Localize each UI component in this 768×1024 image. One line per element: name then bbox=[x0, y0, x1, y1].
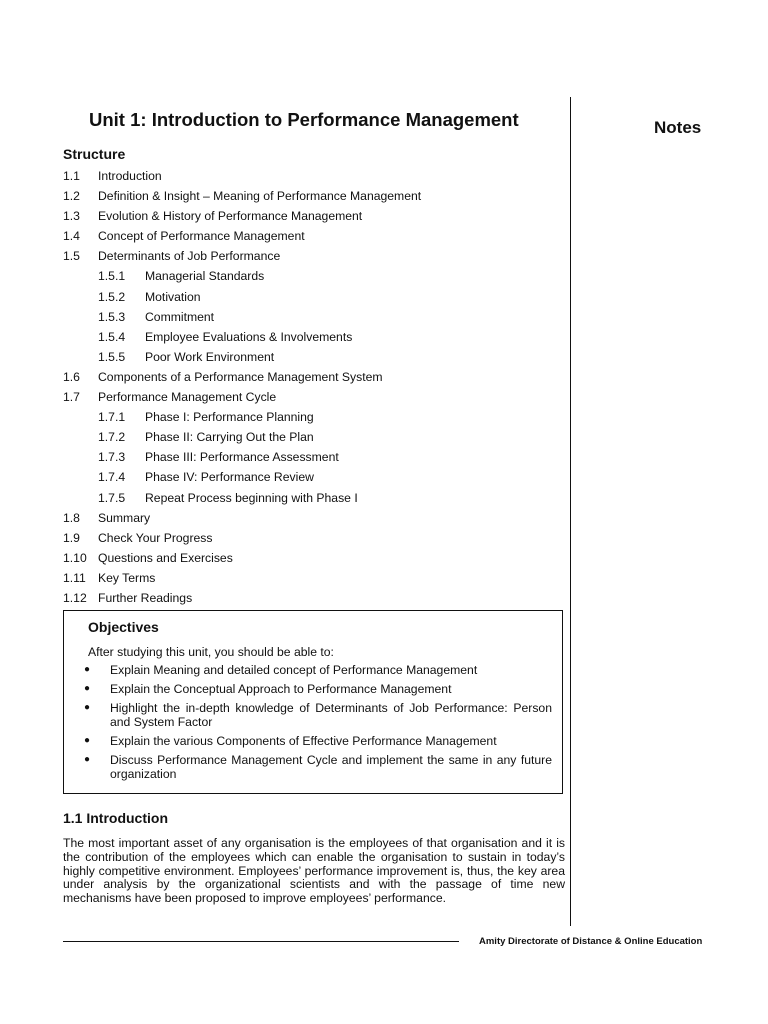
toc-item-label: Components of a Performance Management System bbox=[98, 369, 383, 384]
toc-item-number: 1.7.4 bbox=[98, 470, 126, 485]
toc-item bbox=[63, 407, 563, 427]
objectives-intro: After studying this unit, you should be able to: bbox=[88, 645, 334, 659]
toc-item-label: Summary bbox=[98, 510, 151, 525]
toc-item-number: 1.7.1 bbox=[98, 410, 126, 425]
toc-item bbox=[63, 387, 563, 407]
toc-item-label: Phase III: Performance Assessment bbox=[145, 450, 339, 465]
notes-label: Notes bbox=[654, 118, 702, 137]
objective-text: Highlight the in-depth knowledge of Determinants of Job Performance: Person and System Factor bbox=[110, 701, 552, 729]
toc-item bbox=[63, 588, 563, 608]
objectives-box bbox=[63, 610, 563, 794]
margin-divider bbox=[570, 97, 571, 926]
toc-item-number: 1.12 bbox=[63, 590, 87, 605]
toc-item-number: 1.5.1 bbox=[98, 269, 126, 284]
toc-item bbox=[63, 427, 563, 447]
toc-item-label: Questions and Exercises bbox=[98, 550, 233, 565]
toc-item-number: 1.1 bbox=[63, 169, 80, 183]
footer-text: Amity Directorate of Distance & Online Education bbox=[479, 936, 703, 947]
toc-item bbox=[63, 186, 563, 206]
toc-item bbox=[63, 548, 563, 568]
structure-heading: Structure bbox=[63, 146, 126, 162]
toc-item-label: Poor Work Environment bbox=[145, 349, 275, 364]
footer-rule bbox=[63, 941, 459, 942]
objective-item bbox=[82, 701, 552, 729]
toc-item-label: Evolution & History of Performance Management bbox=[98, 209, 363, 224]
toc-item-number: 1.5 bbox=[63, 249, 80, 264]
bullet-icon: ● bbox=[84, 754, 91, 765]
toc-item-number: 1.9 bbox=[63, 530, 80, 545]
toc-item-number: 1.8 bbox=[63, 510, 80, 525]
objectives-heading: Objectives bbox=[88, 619, 159, 635]
introduction-paragraph: The most important asset of any organisation is the employees of that organisation and it is the contribution of the employees which can enable the organisation to sustain in today’s highly competitive environment. Employees’ performance improvement is, thus, the key area under analysis by the organizational scientists and with the passage of time new mechanisms have been proposed to improve employees’ performance. bbox=[63, 836, 565, 906]
toc-item-label: Key Terms bbox=[98, 570, 156, 585]
toc-item-number: 1.11 bbox=[63, 570, 86, 585]
toc-item-label: Commitment bbox=[145, 309, 215, 324]
toc-item-label: Further Readings bbox=[98, 590, 193, 605]
bullet-icon: ● bbox=[84, 683, 91, 694]
toc-item-label: Motivation bbox=[145, 289, 201, 304]
toc-item-number: 1.5.3 bbox=[98, 309, 126, 324]
toc-item-label: Phase II: Carrying Out the Plan bbox=[145, 430, 314, 445]
objective-text: Explain the Conceptual Approach to Performance Management bbox=[110, 682, 452, 696]
bullet-icon: ● bbox=[84, 702, 91, 713]
objective-item bbox=[82, 682, 552, 696]
bullet-icon: ● bbox=[84, 735, 91, 746]
objectives-list bbox=[82, 663, 552, 786]
toc-item-number: 1.7 bbox=[63, 390, 80, 405]
toc-item-label: Performance Management Cycle bbox=[98, 390, 277, 405]
toc-item-number: 1.7.5 bbox=[98, 490, 126, 505]
table-of-contents bbox=[63, 166, 563, 608]
toc-item bbox=[63, 327, 563, 347]
toc-item-number: 1.6 bbox=[63, 369, 80, 384]
toc-item-number: 1.7.3 bbox=[98, 450, 126, 465]
toc-item-number: 1.3 bbox=[63, 209, 80, 224]
objective-text: Discuss Performance Management Cycle and implement the same in any future organization bbox=[110, 753, 552, 781]
toc-item-number: 1.4 bbox=[63, 229, 80, 244]
toc-item bbox=[63, 447, 563, 467]
toc-item-label: Employee Evaluations & Involvements bbox=[145, 329, 353, 344]
unit-title: Unit 1: Introduction to Performance Management bbox=[89, 109, 519, 130]
objective-text: Explain Meaning and detailed concept of Performance Management bbox=[110, 663, 478, 677]
toc-item bbox=[63, 488, 563, 508]
toc-item bbox=[63, 508, 563, 528]
bullet-icon: ● bbox=[84, 664, 91, 675]
toc-item-number: 1.2 bbox=[63, 189, 80, 204]
objective-item bbox=[82, 753, 552, 781]
toc-item-label: Concept of Performance Management bbox=[98, 229, 305, 244]
toc-item-label: Definition & Insight – Meaning of Performance Management bbox=[98, 189, 422, 204]
toc-item bbox=[63, 347, 563, 367]
toc-item-number: 1.10 bbox=[63, 550, 87, 565]
toc-item bbox=[63, 528, 563, 548]
toc-item-label: Repeat Process beginning with Phase I bbox=[145, 490, 358, 505]
toc-item bbox=[63, 367, 563, 387]
toc-item-number: 1.5.4 bbox=[98, 329, 126, 344]
toc-item-label: Introduction bbox=[98, 169, 162, 183]
toc-item-label: Managerial Standards bbox=[145, 269, 265, 284]
toc-item bbox=[63, 307, 563, 327]
toc-item-number: 1.5.5 bbox=[98, 349, 126, 364]
toc-item bbox=[63, 226, 563, 246]
introduction-heading: 1.1 Introduction bbox=[63, 810, 168, 826]
objective-item bbox=[82, 734, 552, 748]
toc-item bbox=[63, 568, 563, 588]
toc-item-label: Check Your Progress bbox=[98, 530, 213, 545]
toc-item-number: 1.7.2 bbox=[98, 430, 126, 445]
objective-text: Explain the various Components of Effective Performance Management bbox=[110, 734, 497, 748]
toc-item-label: Phase IV: Performance Review bbox=[145, 470, 314, 485]
toc-item bbox=[63, 246, 563, 266]
toc-item-number: 1.5.2 bbox=[98, 289, 126, 304]
toc-item bbox=[63, 166, 563, 186]
objective-item bbox=[82, 663, 552, 677]
toc-item bbox=[63, 287, 563, 307]
toc-item-label: Phase I: Performance Planning bbox=[145, 410, 314, 425]
toc-item bbox=[63, 266, 563, 286]
toc-item-label: Determinants of Job Performance bbox=[98, 249, 281, 264]
toc-item bbox=[63, 206, 563, 226]
toc-item bbox=[63, 467, 563, 487]
